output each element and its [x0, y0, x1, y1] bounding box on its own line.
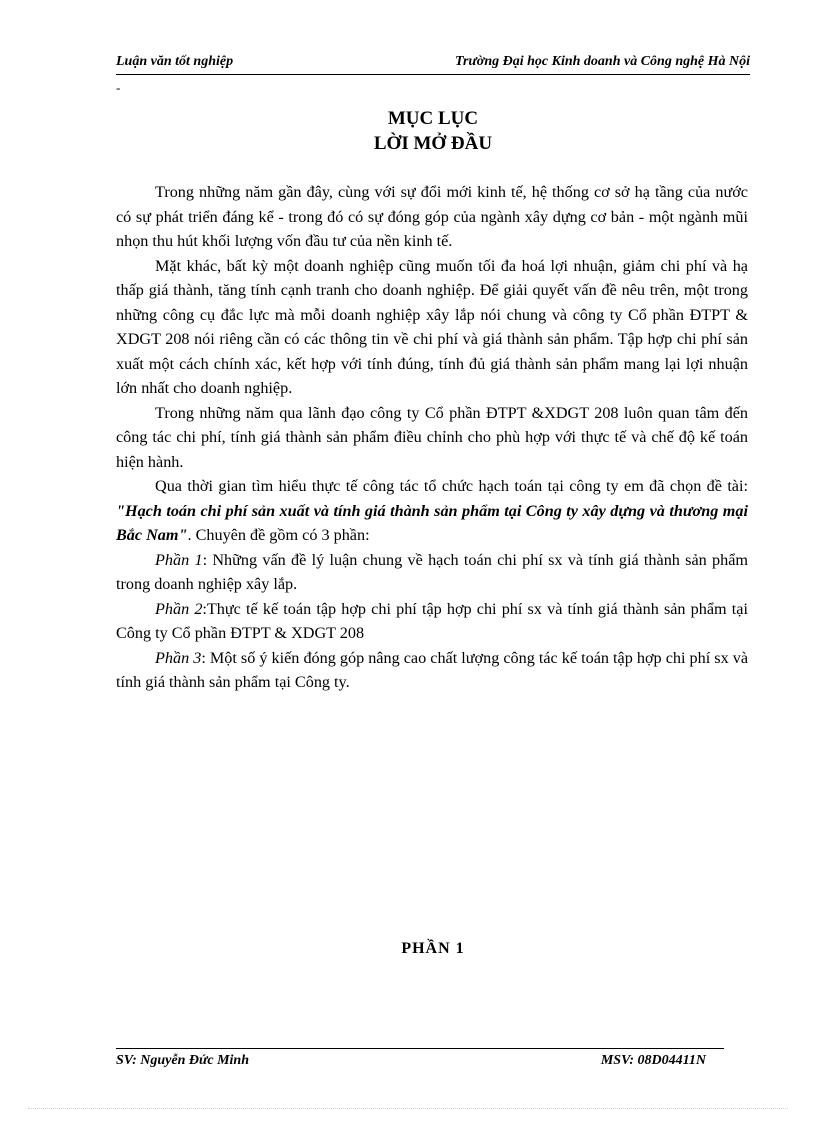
- part-1-label: Phần 1: [155, 550, 203, 569]
- page-header: [116, 54, 750, 75]
- paragraph-4-outro: . Chuyên đề gồm có 3 phần:: [187, 526, 370, 544]
- thesis-topic: "Hạch toán chi phí sản xuất và tính giá thành sản phẩm tại Công ty xây dựng và thương mại Bắc Nam": [116, 501, 748, 544]
- paragraph-1: Trong những năm gần đây, cùng với sự đổi mới kinh tế, hệ thống cơ sở hạ tầng của nước có sự phát triển đáng kể - trong đó có sự đóng góp của ngành xây dựng cơ bản - một ngành mũi nhọn thu hút khối lượng vốn đầu tư của nền kinh tế.: [116, 183, 748, 250]
- paragraph-2: Mặt khác, bất kỳ một doanh nghiệp cũng muốn tối đa hoá lợi nhuận, giảm chi phí và hạ thấp giá thành, tăng tính cạnh tranh cho doanh nghiệp. Để giải quyết vấn đề nêu trên, một trong những công cụ đắc lực mà mỗi doanh nghiệp xây lắp nói chung và công ty Cổ phần ĐTPT & XDGT 208 nói riêng cần có các thông tin về chi phí và giá thành sản phẩm. Tập hợp chi phí sản xuất một cách chính xác, kết hợp với tính đúng, tính đủ giá thành sản phẩm mang lại lợi nhuận lớn nhất cho doanh nghiệp.: [116, 256, 748, 397]
- paragraph-4: [116, 474, 748, 548]
- footer-student-id: MSV: 08D04411N: [600, 1053, 706, 1068]
- part-1-summary: [116, 548, 748, 597]
- part-3-label: Phần 3: [155, 648, 202, 667]
- header-dash: -: [116, 80, 121, 95]
- header-thesis-label: Luận văn tốt nghiệp: [116, 54, 234, 69]
- toc-title: MỤC LỤC: [387, 108, 479, 129]
- part-3-text: : Một số ý kiến đóng góp nâng cao chất lượng công tác kế toán tập hợp chi phí sx và tính giá thành sản phẩm tại Công ty.: [116, 648, 748, 691]
- header-university-name: Trường Đại học Kinh doanh và Công nghệ Hà Nội: [454, 54, 750, 69]
- page-bottom-divider: [28, 1108, 788, 1109]
- part-2-label: Phần 2: [155, 599, 203, 618]
- part-2-text: :Thực tế kế toán tập hợp chi phí tập hợp chi phí sx và tính giá thành sản phẩm tại Công ty Cổ phần ĐTPT & XDGT 208: [116, 599, 748, 642]
- footer-student-name: SV: Nguyễn Đức Minh: [116, 1053, 249, 1068]
- part-1-text: : Những vấn đề lý luận chung về hạch toán chi phí sx và tính giá thành sản phẩm trong doanh nghiệp xây lắp.: [116, 550, 749, 593]
- document-body: [116, 180, 748, 695]
- section-heading: PHẦN 1: [401, 940, 465, 957]
- intro-title: LỜI MỞ ĐẦU: [373, 133, 493, 154]
- part-2-summary: [116, 597, 748, 646]
- page-footer: [116, 1053, 706, 1073]
- paragraph-4-intro: Qua thời gian tìm hiểu thực tế công tác tổ chức hạch toán tại công ty em đã chọn đề tài:: [155, 477, 748, 495]
- part-3-summary: [116, 646, 748, 695]
- paragraph-3: Trong những năm qua lãnh đạo công ty Cổ phần ĐTPT &XDGT 208 luôn quan tâm đến công tác chi phí, tính giá thành sản phẩm điều chỉnh cho phù hợp với thực tế và chế độ kế toán hiện hành.: [116, 403, 748, 471]
- footer-divider: [116, 1048, 724, 1049]
